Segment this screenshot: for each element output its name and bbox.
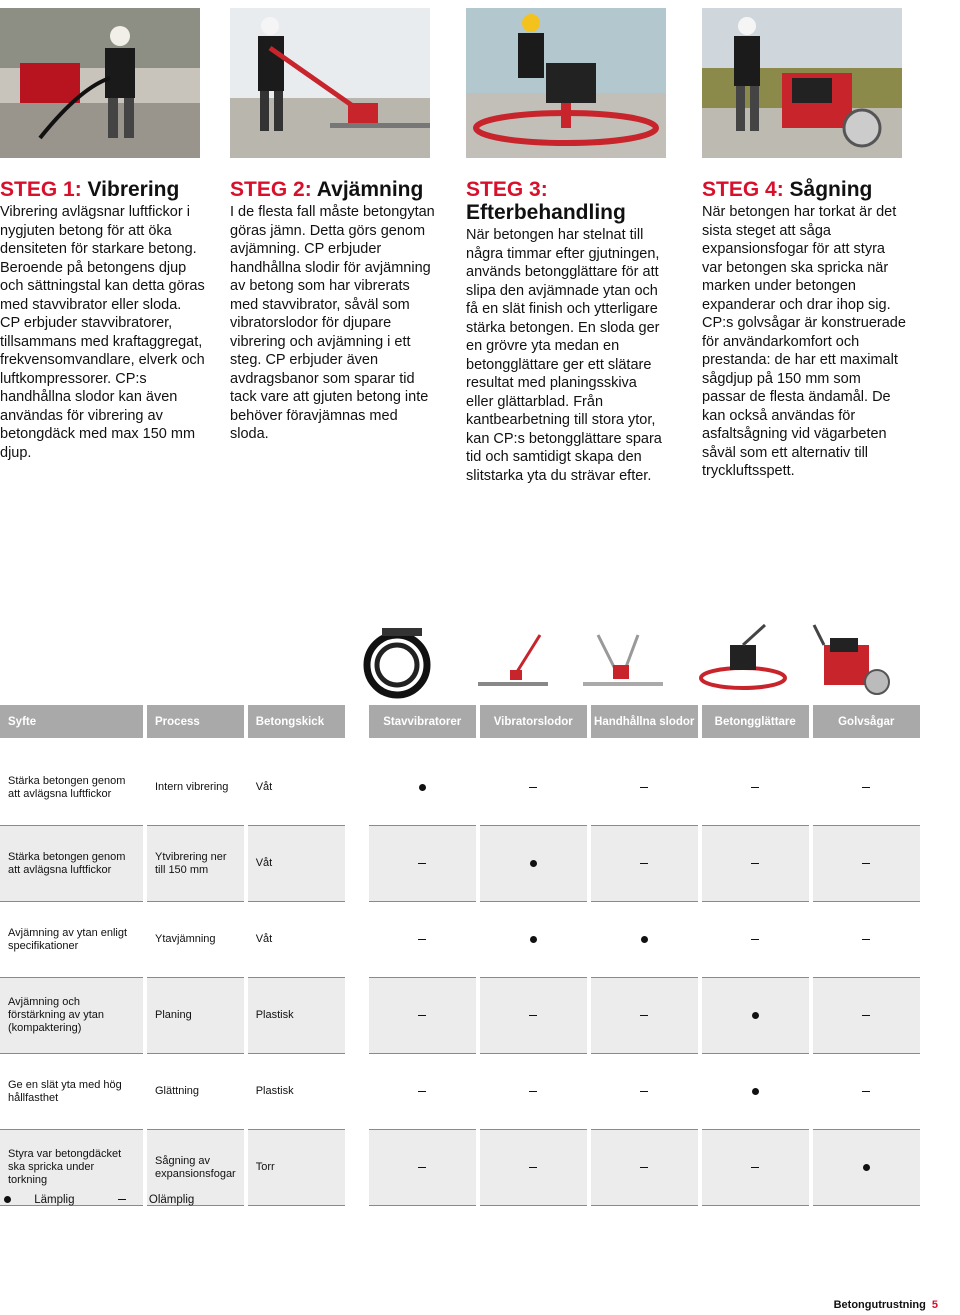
cell-betongskick: Plastisk	[248, 978, 345, 1054]
cell-mark	[369, 1130, 476, 1206]
cell-mark	[813, 750, 920, 826]
suitable-dot-icon	[4, 1196, 11, 1203]
cell-syfte: Ge en slät yta med hög hållfasthet	[0, 1054, 143, 1130]
cell-mark	[480, 826, 587, 902]
cell-process: Sågning av expansionsfogar	[147, 1130, 244, 1206]
cell-spacer	[349, 750, 365, 826]
cell-mark	[813, 826, 920, 902]
cell-mark	[702, 1054, 809, 1130]
col-syfte: Syfte	[8, 715, 37, 728]
unsuitable-dash-icon	[751, 863, 759, 864]
step-4-text: När betongen har torkat är det sista steget att såga expansionsfogar för att styra var betongen ska spricka när marken under betongen expanderar och drar ihop sig. CP:s golvsågar är konstruerade för användarkomfort och prestanda: de har ett maximalt sågdjup på 150 mm som passar de flesta ändamål. De kan också användas för asfaltsågning vid vägarbeten såväl som ett alternativ till tryckluftsspett.	[702, 204, 906, 479]
header-spacer	[349, 705, 365, 738]
cell-mark	[480, 902, 587, 978]
cell-mark	[813, 902, 920, 978]
cell-mark	[480, 750, 587, 826]
cell-betongskick: Våt	[248, 826, 345, 902]
cell-mark	[480, 1130, 587, 1206]
unsuitable-dash-icon	[862, 1015, 870, 1016]
table-row	[0, 902, 920, 978]
table-row	[0, 1054, 920, 1130]
cell-mark	[591, 902, 698, 978]
cell-process: Planing	[147, 978, 244, 1054]
suitable-dot-icon	[530, 860, 537, 867]
vibrating-screed-image	[470, 620, 560, 700]
cell-mark	[369, 1054, 476, 1130]
unsuitable-dash-icon	[418, 939, 426, 940]
step-4-heading	[702, 178, 934, 201]
equipment-matrix	[0, 705, 924, 1206]
cell-mark	[702, 902, 809, 978]
photo-trowel-image	[466, 8, 666, 158]
step-1-label: STEG 1:	[0, 178, 82, 201]
step-2-label: STEG 2:	[230, 178, 312, 201]
step-3-title: Efterbehandling	[466, 201, 626, 224]
cell-syfte: Avjämning av ytan enligt specifikationer	[0, 902, 143, 978]
unsuitable-dash-icon	[862, 787, 870, 788]
cell-syfte: Avjämning och förstärkning av ytan (kompaktering)	[0, 978, 143, 1054]
cell-process: Ytvibrering ner till 150 mm	[147, 826, 244, 902]
cell-mark	[702, 826, 809, 902]
step-3-heading	[466, 178, 666, 224]
cell-mark	[591, 1054, 698, 1130]
unsuitable-dash-icon	[751, 939, 759, 940]
unsuitable-dash-icon	[529, 1015, 537, 1016]
photo-floor-saw-image	[702, 8, 902, 158]
cell-betongskick: Torr	[248, 1130, 345, 1206]
unsuitable-dash-icon	[529, 1167, 537, 1168]
cell-spacer	[349, 902, 365, 978]
step-2	[230, 178, 462, 444]
cell-betongskick: Våt	[248, 750, 345, 826]
unsuitable-dash-icon	[118, 1199, 126, 1200]
power-trowel-image	[695, 620, 795, 700]
unsuitable-dash-icon	[418, 1091, 426, 1092]
page-footer	[834, 1299, 938, 1311]
cell-mark	[369, 978, 476, 1054]
suitable-dot-icon	[641, 936, 648, 943]
cell-mark	[369, 750, 476, 826]
cell-mark	[702, 978, 809, 1054]
step-3-text: När betongen har stelnat till några timmar efter gjutningen, används betongglättare för att slipa den avjämnade ytan och få en slät finish och ytterligare stärka betongen. En sloda ger en grövre yta medan en betongglättare ger ett slätare resultat med planingsskiva eller glättarblad. Från kantbearbetning till stora ytor, kan CP:s betongglättare spara tid och samtidigt skapa den slitstarka yta du strävar efter.	[466, 227, 662, 484]
col-betongglattare: Betongglättare	[714, 715, 796, 728]
cell-mark	[813, 978, 920, 1054]
photo-vibration	[0, 8, 200, 158]
photo-screeding-image	[230, 8, 430, 158]
step-2-text: I de flesta fall måste betongytan göras jämn. Detta görs genom avjämning. CP erbjuder handhållna slodir för avjämning av betong som har vibrerats med stavvibrator, såväl som vibratorslodor för djupare vibrering och avjämning i ett steg. CP erbjuder även avdragsbanor som sparar tid tack vare att gjuten betong inte behöver föravjämnas med sloda.	[230, 204, 435, 442]
suitable-dot-icon	[752, 1012, 759, 1019]
suitable-dot-icon	[530, 936, 537, 943]
step-3	[466, 178, 698, 485]
legend-suitable	[4, 1194, 94, 1206]
cell-spacer	[349, 1054, 365, 1130]
legend-unsuitable-label: Olämplig	[148, 1194, 195, 1206]
step-3-label: STEG 3:	[466, 178, 548, 201]
cell-mark	[591, 978, 698, 1054]
cell-spacer	[349, 826, 365, 902]
col-process: Process	[155, 715, 200, 728]
unsuitable-dash-icon	[418, 1015, 426, 1016]
cell-mark	[369, 902, 476, 978]
floor-saw-image	[812, 620, 902, 700]
unsuitable-dash-icon	[529, 1091, 537, 1092]
suitable-dot-icon	[752, 1088, 759, 1095]
unsuitable-dash-icon	[418, 863, 426, 864]
cell-spacer	[349, 978, 365, 1054]
step-1	[0, 178, 232, 462]
unsuitable-dash-icon	[862, 1091, 870, 1092]
photo-trowel	[466, 8, 666, 158]
cell-syfte: Stärka betongen genom att avlägsna luftfickor	[0, 750, 143, 826]
unsuitable-dash-icon	[862, 939, 870, 940]
cell-process: Glättning	[147, 1054, 244, 1130]
table-row	[0, 978, 920, 1054]
photo-vibration-image	[0, 8, 200, 158]
cell-syfte: Styra var betongdäcket ska spricka under torkning	[0, 1130, 143, 1206]
unsuitable-dash-icon	[640, 1091, 648, 1092]
cell-betongskick: Våt	[248, 902, 345, 978]
unsuitable-dash-icon	[640, 1015, 648, 1016]
unsuitable-dash-icon	[529, 787, 537, 788]
page-number: 5	[931, 1299, 938, 1311]
cell-process: Intern vibrering	[147, 750, 244, 826]
footer-title: Betongutrustning	[833, 1299, 926, 1311]
table-row	[0, 750, 920, 826]
cell-mark	[480, 978, 587, 1054]
cell-mark	[591, 826, 698, 902]
suitable-dot-icon	[419, 784, 426, 791]
unsuitable-dash-icon	[640, 787, 648, 788]
step-2-title: Avjämning	[316, 178, 424, 201]
cell-betongskick: Plastisk	[248, 1054, 345, 1130]
col-betongskick: Betongskick	[255, 715, 325, 728]
cell-mark	[702, 1130, 809, 1206]
cell-spacer	[349, 1130, 365, 1206]
unsuitable-dash-icon	[640, 863, 648, 864]
poker-vibrator-image	[352, 620, 452, 700]
table-header	[0, 705, 920, 738]
step-1-heading	[0, 178, 232, 201]
photo-screeding	[230, 8, 430, 158]
table-body	[0, 750, 920, 1206]
cell-mark	[591, 1130, 698, 1206]
cell-mark	[480, 1054, 587, 1130]
unsuitable-dash-icon	[640, 1167, 648, 1168]
unsuitable-dash-icon	[418, 1167, 426, 1168]
step-4	[702, 178, 934, 481]
step-1-title: Vibrering	[87, 178, 180, 201]
cell-mark	[813, 1130, 920, 1206]
col-golvsagar: Golvsågar	[838, 715, 895, 728]
legend	[4, 1194, 234, 1206]
table-row	[0, 826, 920, 902]
step-1-text: Vibrering avlägsnar luftfickor i nygjuten betong för att öka densiteten för starkare betong. Beroende på betongens djup och sättningstal kan detta göras med stavvibrator eller sloda. CP erbjuder stavvibratorer, tillsammans med kraftaggregat, frekvensomvandlare, elverk och luftkompressorer. CP:s handhållna slodor kan även användas för vibrering av betongdäck med max 150 mm djup.	[0, 204, 205, 461]
cell-mark	[369, 826, 476, 902]
legend-unsuitable	[118, 1194, 215, 1206]
col-stavvibratorer: Stavvibratorer	[383, 715, 462, 728]
unsuitable-dash-icon	[862, 863, 870, 864]
legend-suitable-label: Lämplig	[34, 1194, 75, 1206]
step-4-title: Sågning	[789, 178, 873, 201]
step-4-label: STEG 4:	[702, 178, 784, 201]
col-handhallna-slodor: Handhållna slodor	[594, 715, 695, 728]
step-2-heading	[230, 178, 462, 201]
photo-floor-saw	[702, 8, 902, 158]
cell-mark	[591, 750, 698, 826]
cell-mark	[702, 750, 809, 826]
handheld-screed-image	[578, 620, 668, 700]
col-vibratorslodor: Vibratorslodor	[493, 715, 573, 728]
cell-mark	[813, 1054, 920, 1130]
cell-process: Ytavjämning	[147, 902, 244, 978]
suitable-dot-icon	[863, 1164, 870, 1171]
unsuitable-dash-icon	[751, 1167, 759, 1168]
unsuitable-dash-icon	[751, 787, 759, 788]
cell-syfte: Stärka betongen genom att avlägsna luftfickor	[0, 826, 143, 902]
